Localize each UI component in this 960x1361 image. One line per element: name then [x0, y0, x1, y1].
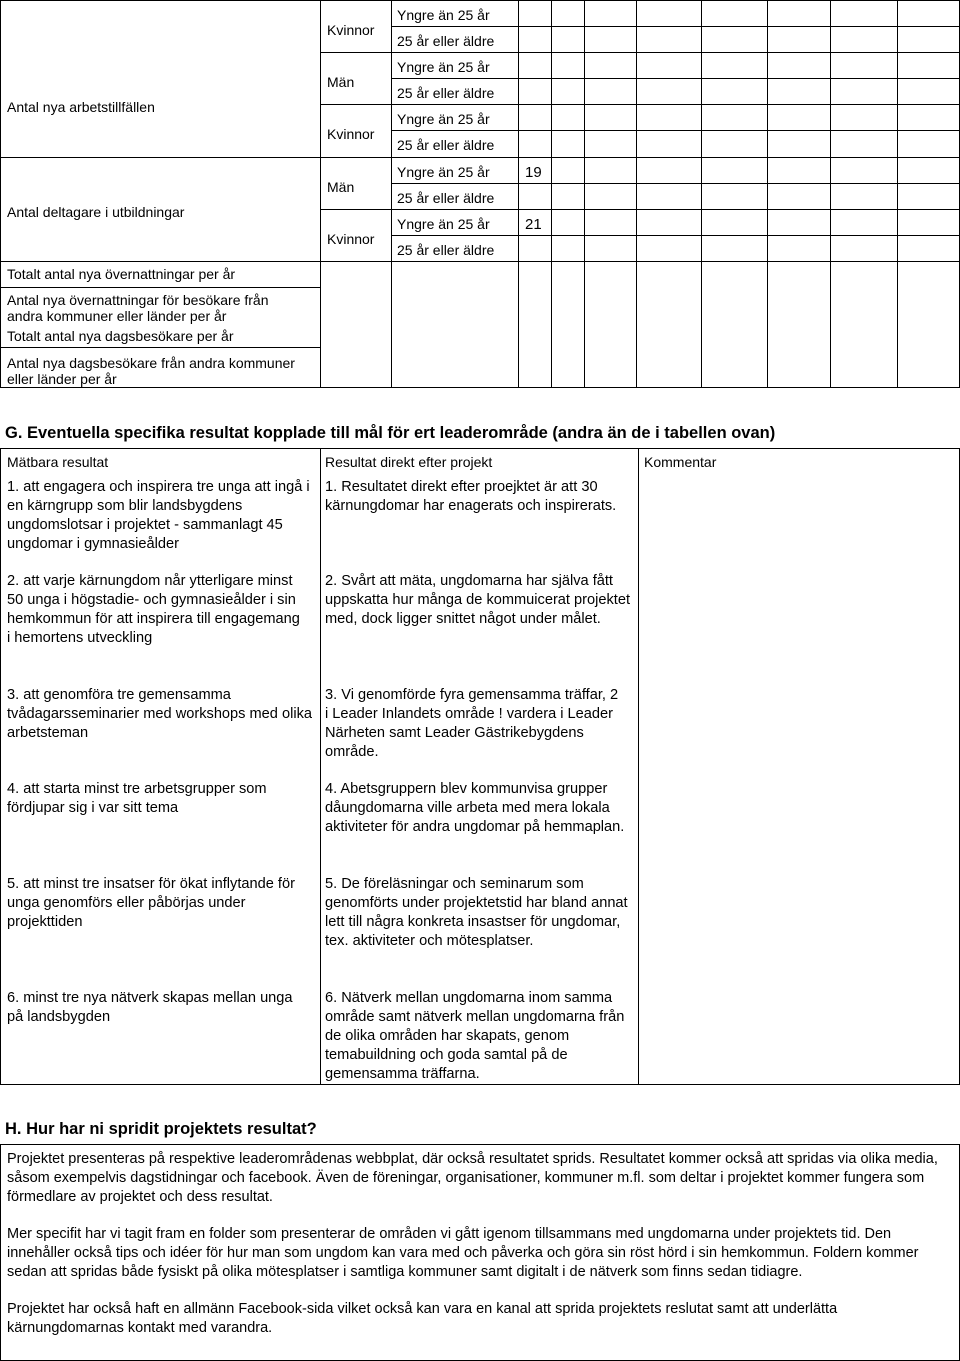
section-h-title: H. Hur har ni spridit projektets resultat? — [5, 1120, 317, 1138]
measure-cell: 3. att genomföra tre gemensamma tvådagarsseminarier med workshops med olika arbetsteman — [7, 687, 312, 741]
indicator-label: Antal deltagare i utbildningar — [7, 204, 185, 220]
indicator-label: Antal nya övernattningar för besökare från andra kommuner eller länder per år — [7, 292, 269, 324]
result-cell: 1. Resultatet direkt efter proejktet är att 30 kärnungdomar har enagerats och inspirerats. — [325, 479, 617, 514]
result-cell: 3. Vi genomförde fyra gemensamma träffar, 2 i Leader Inlandets område ! vardera i Leader Närheten samt Leader Gästrikebygdens område. — [325, 687, 619, 760]
age-label: Yngre än 25 år — [397, 216, 490, 232]
column-header: Resultat direkt efter projekt — [325, 454, 493, 470]
gender-label: Män — [327, 74, 355, 90]
measure-cell: 1. att engagera och inspirera tre unga att ingå i en kärngrupp som blir landsbygdens ungdomslotsar i projektet - sammanlagt 45 ungdomar i gymnasieålder — [7, 479, 310, 552]
indicator-label: Totalt antal nya dagsbesökare per år — [7, 328, 234, 344]
age-label: 25 år eller äldre — [397, 33, 495, 49]
result-cell: 2. Svårt att mäta, ungdomarna har själva fått uppskatta hur många de kommuicerat projektet med, dock ligger snittet något under målet. — [325, 573, 631, 627]
age-label: Yngre än 25 år — [397, 59, 490, 75]
measure-cell: 2. att varje kärnungdom når ytterligare minst 50 unga i högstadie- och gymnasieålder i sin hemkommun för att inspirera till engagemang i hemortens utveckling — [7, 573, 300, 646]
gender-label: Kvinnor — [327, 22, 375, 38]
indicator-value: 19 — [525, 164, 542, 181]
result-cell: 5. De föreläsningar och seminarum som genomförts under projektetstid har bland annat lett till några konkreta insastser för ungdomar, tex. aktiviteter och mötesplatser. — [325, 876, 628, 949]
paragraph: Projektet har också haft en allmänn Facebook-sida vilket också kan vara en kanal att sprida projektets reslutat samt att underlätta kärnungdomarnas kontakt med varandra. — [7, 1301, 838, 1336]
gender-label: Män — [327, 179, 355, 195]
age-label: 25 år eller äldre — [397, 137, 495, 153]
result-cell: 6. Nätverk mellan ungdomarna inom samma område samt nätverk mellan ungdomarna från de olika områden har skapats, genom temabuildning och goda samtal på de gemensamma träffarna. — [325, 990, 625, 1082]
paragraph: Projektet presenteras på respektive leaderområdenas webbplat, där också resultatet sprids. Resultatet kommer också att spridas via olika media, såsom exempelvis dagstidningar och facebook. Även de föreningar, organisationer, kommuner m.fl. som deltar i projektet kommer fungera som förmedlare av projektet och dess resultat. — [7, 1151, 938, 1205]
column-header: Kommentar — [644, 454, 717, 470]
indicator-label: Antal nya dagsbesökare från andra kommuner eller länder per år — [7, 355, 295, 387]
paragraph: Mer specifit har vi tagit fram en folder som presenterar de områden vi gått igenom tillsammans med ungdomarna under projektets tid. Den innehåller också tips och idéer för hur man som ungdom kan vara med och påverka och göra sin röst hörd i sin hemkommun. Foldern kommer sedan att spridas både fysiskt på olika mötesplatser i samtliga kommuner samt digitalt i de nätverk som finns sedan tidiagre. — [7, 1226, 919, 1280]
section-g-title: G. Eventuella specifika resultat kopplade till mål för ert leaderområde (andra än de i tabellen ovan) — [5, 424, 776, 442]
measure-cell: 6. minst tre nya nätverk skapas mellan unga på landsbygden — [7, 990, 293, 1025]
age-label: 25 år eller äldre — [397, 85, 495, 101]
indicator-label: Antal nya arbetstillfällen — [7, 99, 155, 115]
column-header: Mätbara resultat — [7, 454, 109, 470]
age-label: Yngre än 25 år — [397, 164, 490, 180]
age-label: 25 år eller äldre — [397, 242, 495, 258]
age-label: 25 år eller äldre — [397, 190, 495, 206]
indicator-value: 21 — [525, 216, 542, 233]
age-label: Yngre än 25 år — [397, 111, 490, 127]
gender-label: Kvinnor — [327, 126, 375, 142]
gender-label: Kvinnor — [327, 231, 375, 247]
measure-cell: 5. att minst tre insatser för ökat inflytande för unga genomförs eller påbörjas under projekttiden — [7, 876, 295, 930]
indicator-label: Totalt antal nya övernattningar per år — [7, 266, 236, 282]
age-label: Yngre än 25 år — [397, 7, 490, 23]
measure-cell: 4. att starta minst tre arbetsgrupper som fördjupar sig i var sitt tema — [7, 781, 267, 816]
result-cell: 4. Abetsgruppern blev kommunvisa grupper dåungdomarna ville arbeta med mera lokala aktiviteter för andra ungdomar på hemmaplan. — [325, 781, 625, 835]
